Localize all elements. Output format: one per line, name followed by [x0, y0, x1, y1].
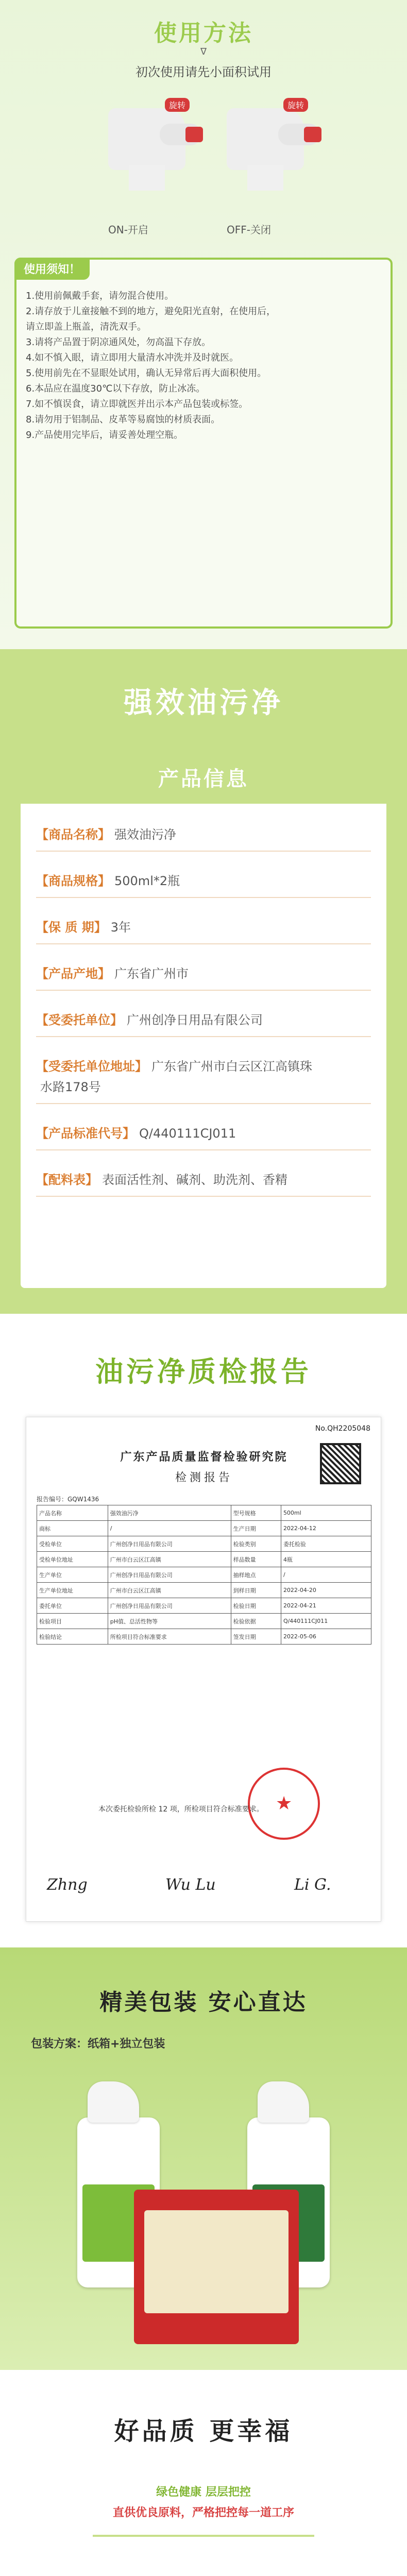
package-box-image — [134, 2190, 299, 2344]
qr-code-icon — [320, 1443, 361, 1484]
slogan: 强效油污净 — [124, 686, 283, 720]
packaging-title: 精美包装 安心直达 — [99, 1989, 308, 2015]
info-row: 【产品产地】 广东省广州市 — [36, 963, 371, 991]
signature: Zhng — [47, 1876, 88, 1894]
quality-headline: 绿色健康 层层把控 — [156, 2486, 251, 2499]
usage-title: 使用方法 — [154, 20, 253, 46]
product-info-section — [0, 649, 407, 1314]
signature: Li G. — [294, 1876, 331, 1894]
quality-section — [0, 2370, 407, 2576]
panel-title: 使用须知！ — [14, 258, 90, 280]
table-row: 受检单位 广州创净日用品有限公司 检验类别 委托检验 — [37, 1536, 371, 1552]
table-row: 检验项目 pH值、总活性物等 检验依据 Q/440111CJ011 — [37, 1614, 371, 1629]
report-section — [0, 1314, 407, 1947]
info-card-title: 产品信息 — [158, 767, 249, 791]
on-caption: ON-开启 — [108, 224, 148, 236]
report-org: 广东产品质量监督检验研究院 — [120, 1451, 288, 1464]
note-line: 2.请存放于儿童接触不到的地方，避免阳光直射，在使用后， — [26, 306, 276, 317]
report-title: 油污净质检报告 — [95, 1355, 312, 1388]
quality-title: 好品质 更幸福 — [114, 2417, 293, 2446]
report-document — [26, 1417, 381, 1922]
note-line: 1.使用前佩戴手套，请勿混合使用。 — [26, 291, 174, 301]
table-row: 委托单位 广州创净日用品有限公司 检验日期 2022-04-21 — [37, 1598, 371, 1614]
packaging-section — [0, 1947, 407, 2370]
star-icon: ★ — [276, 1793, 293, 1814]
info-row: 【商品名称】 强效油污净 — [36, 824, 371, 852]
info-row: 【产品标准代号】 Q/440111CJ011 — [36, 1123, 371, 1150]
report-number: 报告编号：GQW1436 — [37, 1496, 99, 1503]
note-line: 5.使用前先在不显眼处试用，确认无异常后再大面积使用。 — [26, 368, 267, 379]
table-row: 受检单位地址 广州市白云区江高镇 样品数量 4瓶 — [37, 1552, 371, 1567]
report-id: No.QH2205048 — [315, 1425, 370, 1433]
info-row: 【受委托单位地址】 广东省广州市白云区江高镇珠 — [36, 1059, 312, 1074]
table-row: 商标 / 生产日期 2022-04-12 — [37, 1521, 371, 1536]
table-row: 生产单位 广州创净日用品有限公司 抽样地点 / — [37, 1567, 371, 1583]
off-caption: OFF-关闭 — [227, 224, 271, 236]
report-kind: 检测报告 — [175, 1471, 233, 1484]
divider — [93, 2535, 314, 2537]
usage-notes — [26, 289, 381, 443]
note-line: 3.请将产品置于阴凉通风处，勿高温下存放。 — [26, 337, 211, 348]
table-row: 检验结论 所检项目符合标准要求 签发日期 2022-05-06 — [37, 1629, 371, 1645]
note-line: 6.本品应在温度30℃以下存放，防止冰冻。 — [26, 383, 206, 394]
down-arrow-icon: ᐁ — [200, 46, 207, 57]
packaging-desc: 包装方案：纸箱+独立包装 — [31, 2038, 165, 2050]
nozzle-off-image — [216, 88, 330, 191]
rotate-tag: 旋转 — [165, 98, 190, 112]
info-row: 【受委托单位】 广州创净日用品有限公司 — [36, 1010, 371, 1037]
report-conclusion: 本次委托检验所检 12 项，所检项目符合标准要求。 — [98, 1805, 264, 1814]
table-row: 产品名称 强效油污净 型号规格 500ml — [37, 1505, 371, 1521]
table-row: 生产单位地址 广州市白云区江高镇 到样日期 2022-04-20 — [37, 1583, 371, 1598]
info-row: 【保 质 期】 3年 — [36, 917, 371, 944]
info-row: 【配料表】 表面活性剂、碱剂、助洗剂、香精 — [36, 1170, 371, 1197]
signature: Wu Lu — [165, 1876, 216, 1894]
note-line: 9.产品使用完毕后，请妥善处理空瓶。 — [26, 430, 183, 440]
info-row: 【商品规格】 500ml*2瓶 — [36, 871, 371, 898]
rotate-tag: 旋转 — [283, 98, 308, 112]
info-row: 水路178号 — [36, 1077, 371, 1104]
note-line: 请立即盖上瓶盖，清洗双手。 — [26, 321, 146, 332]
usage-hint: 初次使用请先小面积试用 — [135, 65, 272, 79]
note-line: 8.请勿用于铝制品、皮革等易腐蚀的材质表面。 — [26, 414, 221, 425]
usage-section — [0, 0, 407, 649]
note-line: 4.如不慎入眼，请立即用大量清水冲洗并及时就医。 — [26, 352, 239, 363]
report-table — [37, 1505, 371, 1645]
note-line: 7.如不慎误食，请立即就医并出示本产品包装或标签。 — [26, 399, 248, 410]
nozzle-on-image — [98, 88, 211, 191]
quality-subline: 直供优良原料，严格把控每一道工序 — [112, 2506, 294, 2519]
